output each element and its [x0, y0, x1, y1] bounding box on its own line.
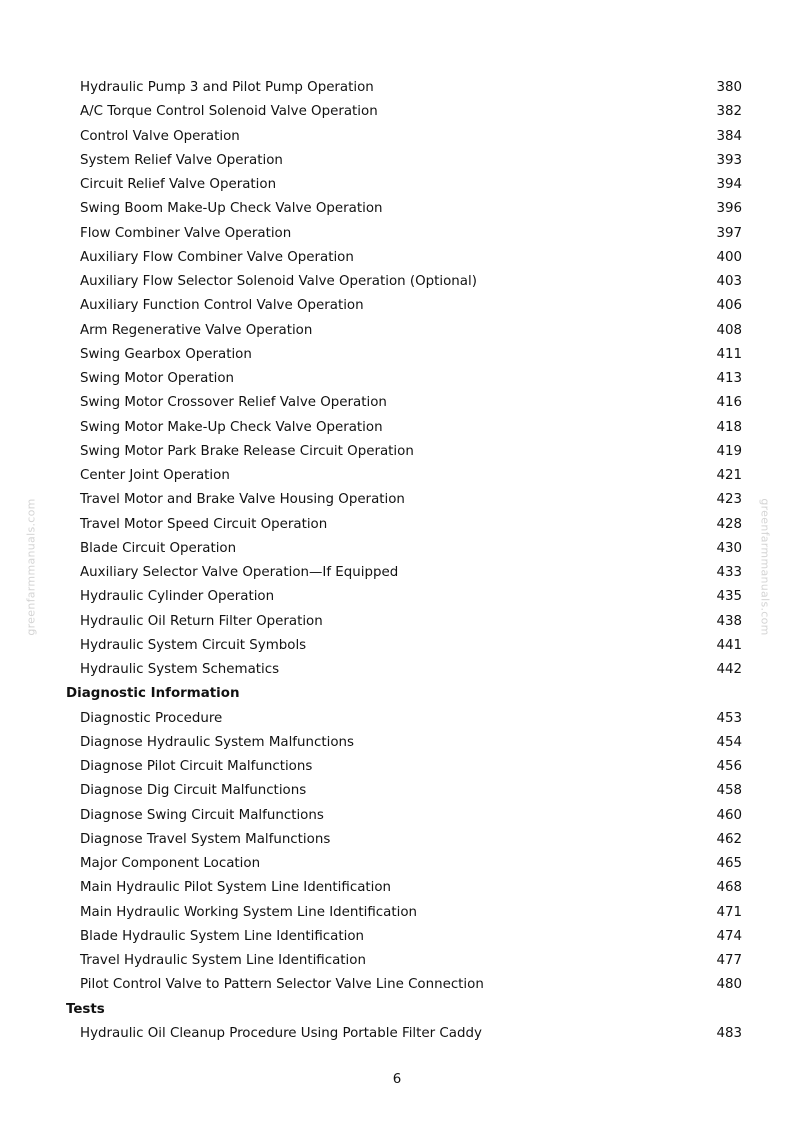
toc-section-heading — [0, 998, 794, 1022]
toc-entry[interactable] — [0, 731, 794, 755]
section-title: Diagnostic Information — [66, 686, 240, 702]
entry-page-number: 393 — [716, 152, 742, 168]
toc-entry[interactable] — [0, 440, 794, 464]
entry-page-number: 438 — [716, 613, 742, 629]
toc-entry[interactable] — [0, 367, 794, 391]
entry-title: Blade Circuit Operation — [80, 540, 237, 556]
entry-title: Hydraulic System Schematics — [80, 662, 280, 677]
entry-page-number: 433 — [716, 565, 742, 580]
entry-title: Diagnose Dig Circuit Malfunctions — [80, 783, 307, 799]
entry-page-number: 441 — [716, 637, 742, 653]
entry-page-number: 471 — [716, 904, 742, 920]
entry-page-number: 416 — [716, 395, 742, 411]
entry-title: Center Joint Operation — [80, 468, 230, 483]
entry-title: System Relief Valve Operation — [80, 152, 283, 168]
entry-page-number: 483 — [716, 1025, 742, 1041]
entry-title: Diagnose Travel System Malfunctions — [80, 831, 331, 847]
entry-page-number: 384 — [716, 128, 742, 144]
toc-entry[interactable] — [0, 973, 794, 997]
entry-title: Swing Motor Park Brake Release Circuit Operation — [80, 443, 414, 459]
toc-entry[interactable] — [0, 755, 794, 779]
toc-entry[interactable] — [0, 488, 794, 512]
entry-title: Flow Combiner Valve Operation — [80, 225, 292, 241]
entry-page-number: 462 — [716, 831, 742, 847]
entry-title: Diagnostic Procedure — [80, 710, 223, 726]
entry-title: Travel Hydraulic System Line Identification — [80, 953, 366, 968]
toc-entry[interactable] — [0, 294, 794, 318]
entry-title: Pilot Control Valve to Pattern Selector Valve Line Connection — [80, 977, 484, 993]
entry-page-number: 453 — [716, 710, 742, 726]
entry-page-number: 435 — [716, 589, 742, 605]
entry-page-number: 418 — [716, 419, 742, 435]
toc-entry[interactable] — [0, 270, 794, 294]
entry-page-number: 397 — [716, 225, 742, 241]
entry-title: A/C Torque Control Solenoid Valve Operation — [80, 104, 378, 120]
entry-title: Travel Motor Speed Circuit Operation — [80, 516, 328, 532]
toc-entry[interactable] — [0, 246, 794, 270]
toc-entry[interactable] — [0, 828, 794, 852]
entry-title: Hydraulic System Circuit Symbols — [80, 637, 307, 653]
entry-page-number: 456 — [716, 759, 742, 774]
watermark-left: greenfarmmanuals.com — [24, 498, 38, 636]
entry-title: Auxiliary Flow Selector Solenoid Valve Operation (Optional) — [80, 274, 477, 289]
entry-page-number: 428 — [716, 516, 742, 532]
toc-entry[interactable] — [0, 125, 794, 149]
entry-title: Swing Motor Operation — [80, 371, 235, 386]
entry-title: Blade Hydraulic System Line Identification — [80, 928, 365, 944]
entry-page-number: 419 — [716, 443, 742, 459]
entry-title: Auxiliary Selector Valve Operation—If Equipped — [80, 565, 399, 580]
entry-page-number: 474 — [716, 928, 742, 944]
entry-page-number: 382 — [716, 104, 742, 120]
entry-page-number: 477 — [716, 953, 742, 968]
toc-entry[interactable] — [0, 513, 794, 537]
toc-entry[interactable] — [0, 197, 794, 221]
toc-entry[interactable] — [0, 707, 794, 731]
toc-entry[interactable] — [0, 949, 794, 973]
entry-title: Auxiliary Flow Combiner Valve Operation — [80, 249, 354, 265]
toc-entry[interactable] — [0, 343, 794, 367]
entry-page-number: 406 — [716, 298, 742, 314]
entry-page-number: 400 — [716, 249, 742, 265]
entry-page-number: 468 — [716, 880, 742, 896]
entry-title: Circuit Relief Valve Operation — [80, 177, 277, 192]
toc-entry[interactable] — [0, 149, 794, 173]
toc-entry[interactable] — [0, 901, 794, 925]
entry-title: Hydraulic Cylinder Operation — [80, 589, 275, 605]
toc-entry[interactable] — [0, 100, 794, 124]
entry-title: Auxiliary Function Control Valve Operation — [80, 298, 364, 314]
toc-entry[interactable] — [0, 391, 794, 415]
entry-page-number: 413 — [716, 371, 742, 386]
entry-page-number: 458 — [716, 783, 742, 799]
toc-entry[interactable] — [0, 804, 794, 828]
toc-entry[interactable] — [0, 173, 794, 197]
table-of-contents — [0, 76, 794, 1046]
toc-entry[interactable] — [0, 925, 794, 949]
page-number: 6 — [392, 1072, 402, 1087]
toc-entry[interactable] — [0, 416, 794, 440]
entry-title: Swing Motor Make-Up Check Valve Operation — [80, 419, 383, 435]
entry-page-number: 454 — [716, 734, 742, 750]
watermark-right: greenfarmmanuals.com — [758, 498, 772, 636]
entry-page-number: 465 — [716, 856, 742, 871]
toc-entry[interactable] — [0, 779, 794, 803]
toc-entry[interactable] — [0, 537, 794, 561]
entry-page-number: 460 — [716, 807, 742, 823]
toc-entry[interactable] — [0, 464, 794, 488]
toc-entry[interactable] — [0, 585, 794, 609]
toc-entry[interactable] — [0, 634, 794, 658]
toc-entry[interactable] — [0, 658, 794, 682]
entry-title: Hydraulic Oil Return Filter Operation — [80, 613, 323, 629]
entry-title: Swing Boom Make-Up Check Valve Operation — [80, 201, 383, 217]
entry-page-number: 380 — [716, 80, 742, 95]
entry-title: Arm Regenerative Valve Operation — [80, 322, 313, 338]
entry-title: Swing Gearbox Operation — [80, 346, 252, 362]
entry-page-number: 396 — [716, 201, 742, 217]
entry-page-number: 411 — [716, 346, 742, 362]
entry-page-number: 421 — [716, 468, 742, 483]
entry-page-number: 408 — [716, 322, 742, 338]
entry-title: Swing Motor Crossover Relief Valve Operation — [80, 395, 387, 411]
toc-entry[interactable] — [0, 222, 794, 246]
entry-title: Diagnose Pilot Circuit Malfunctions — [80, 759, 313, 774]
toc-entry[interactable] — [0, 1022, 794, 1046]
entry-page-number: 403 — [716, 274, 742, 289]
entry-title: Diagnose Hydraulic System Malfunctions — [80, 734, 354, 750]
entry-page-number: 423 — [716, 492, 742, 508]
section-title: Tests — [66, 1001, 105, 1017]
toc-entry[interactable] — [0, 319, 794, 343]
entry-title: Travel Motor and Brake Valve Housing Operation — [80, 492, 405, 508]
entry-title: Hydraulic Oil Cleanup Procedure Using Portable Filter Caddy — [80, 1025, 482, 1041]
toc-section-heading — [0, 682, 794, 706]
entry-page-number: 480 — [716, 977, 742, 993]
entry-page-number: 430 — [716, 540, 742, 556]
entry-title: Main Hydraulic Working System Line Identification — [80, 904, 417, 920]
entry-title: Diagnose Swing Circuit Malfunctions — [80, 807, 324, 823]
toc-entry[interactable] — [0, 876, 794, 900]
toc-entry[interactable] — [0, 561, 794, 585]
entry-page-number: 442 — [716, 662, 742, 677]
entry-page-number: 394 — [716, 177, 742, 192]
entry-title: Main Hydraulic Pilot System Line Identification — [80, 880, 392, 896]
entry-title: Hydraulic Pump 3 and Pilot Pump Operation — [80, 80, 374, 95]
entry-title: Major Component Location — [80, 856, 261, 871]
toc-entry[interactable] — [0, 76, 794, 100]
toc-entry[interactable] — [0, 852, 794, 876]
entry-title: Control Valve Operation — [80, 128, 240, 144]
toc-entry[interactable] — [0, 610, 794, 634]
